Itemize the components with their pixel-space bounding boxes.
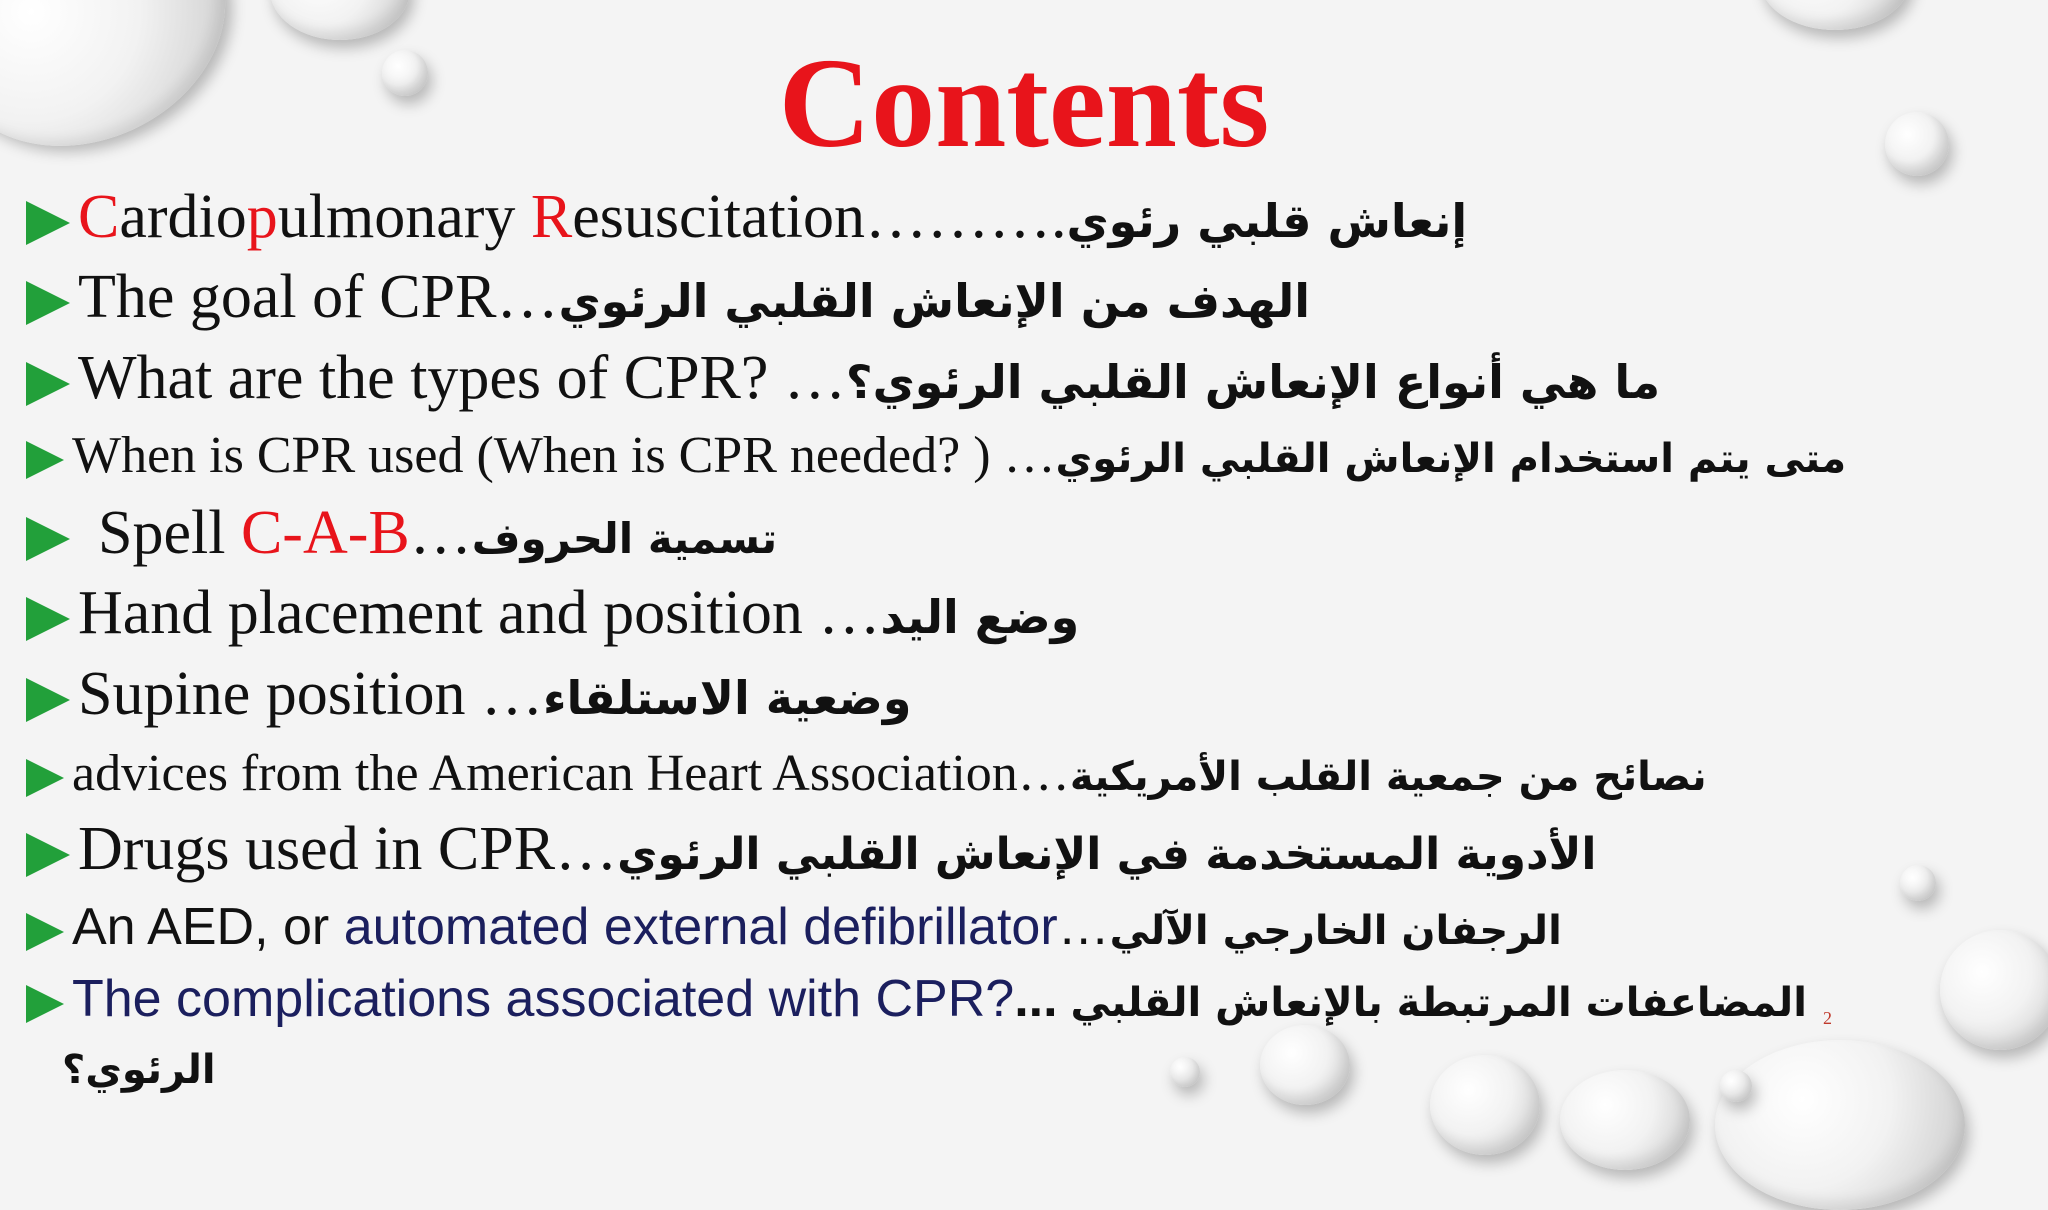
item-arabic: نصائح من جمعية القلب الأمريكية xyxy=(1069,754,1707,800)
item-text: ulmonary xyxy=(277,183,531,251)
water-drop-decoration xyxy=(1900,865,1936,901)
item-text: The goal of CPR… xyxy=(78,263,559,331)
item-text: ... xyxy=(1014,970,1058,1028)
list-item xyxy=(26,498,777,574)
page-number: 2 xyxy=(1823,1008,1832,1028)
list-item xyxy=(26,742,1707,809)
list-item xyxy=(26,262,1310,336)
arrow-bullet-icon xyxy=(26,441,64,479)
list-item xyxy=(26,424,1846,491)
item-arabic: تسمية الحروف xyxy=(471,514,778,563)
list-item xyxy=(26,659,911,733)
item-arabic-continuation: الرئوي؟ xyxy=(62,1047,216,1093)
arrow-bullet-icon xyxy=(26,759,64,797)
water-drop-decoration xyxy=(1560,1070,1690,1170)
item-arabic: الهدف من الإنعاش القلبي الرئوي xyxy=(558,274,1311,328)
list-item xyxy=(26,814,1596,890)
item-text: Supine position … xyxy=(78,660,544,728)
item-text: Hand placement and position … xyxy=(78,579,881,647)
arrow-bullet-icon xyxy=(26,913,64,951)
water-drop-decoration xyxy=(1715,1040,1965,1210)
item-arabic: الأدوية المستخدمة في الإنعاش القلبي الرئوي xyxy=(617,829,1597,880)
item-arabic: إنعاش قلبي رئوي xyxy=(1066,194,1468,248)
item-text: automated external defibrillator xyxy=(343,898,1058,956)
water-drop-decoration xyxy=(1760,0,1910,30)
item-text: The complications associated with CPR? xyxy=(72,970,1015,1028)
list-item xyxy=(26,343,1660,417)
item-text: When is CPR used (When is CPR needed? ) … xyxy=(72,427,1056,484)
item-arabic: الرجفان الخارجي الآلي xyxy=(1109,908,1562,954)
item-arabic: متى يتم استخدام الإنعاش القلبي الرئوي xyxy=(1055,436,1847,482)
water-drop-decoration xyxy=(1720,1070,1752,1102)
item-text: C-A-B xyxy=(240,499,410,567)
list-item xyxy=(26,967,1807,1035)
water-drop-decoration xyxy=(270,0,410,40)
arrow-bullet-icon xyxy=(26,597,70,641)
page-title: Contents xyxy=(778,32,1270,174)
water-drop-decoration xyxy=(1940,930,2048,1050)
item-text: R xyxy=(530,183,573,251)
list-item xyxy=(26,578,1079,652)
item-arabic: وضع اليد xyxy=(880,590,1080,644)
arrow-bullet-icon xyxy=(26,281,70,325)
item-text: esuscitation………. xyxy=(572,183,1067,251)
list-item xyxy=(26,895,1562,963)
item-arabic: ما هي أنواع الإنعاش القلبي الرئوي؟ xyxy=(845,355,1661,409)
arrow-bullet-icon xyxy=(26,201,70,245)
item-text: C xyxy=(78,183,120,251)
arrow-bullet-icon xyxy=(26,833,70,877)
item-text: … xyxy=(409,499,472,567)
item-text: What are the types of CPR? … xyxy=(78,344,846,412)
item-text: … xyxy=(1057,898,1110,956)
item-text: p xyxy=(246,183,278,251)
item-text: ardio xyxy=(119,183,247,251)
water-drop-decoration xyxy=(1260,1025,1350,1105)
arrow-bullet-icon xyxy=(26,517,70,561)
item-arabic: وضعية الاستلقاء xyxy=(543,671,912,725)
water-drop-decoration xyxy=(1170,1057,1200,1087)
arrow-bullet-icon xyxy=(26,678,70,722)
item-arabic: المضاعفات المرتبطة بالإنعاش القلبي xyxy=(1070,980,1807,1026)
arrow-bullet-icon xyxy=(26,362,70,406)
item-text: Spell xyxy=(98,499,241,567)
item-text: An AED, or xyxy=(72,898,344,956)
arrow-bullet-icon xyxy=(26,985,64,1023)
water-drop-decoration xyxy=(1430,1055,1540,1155)
item-text: advices from the American Heart Association… xyxy=(72,745,1070,802)
item-text: Drugs used in CPR… xyxy=(78,815,618,883)
list-item xyxy=(26,182,1467,256)
